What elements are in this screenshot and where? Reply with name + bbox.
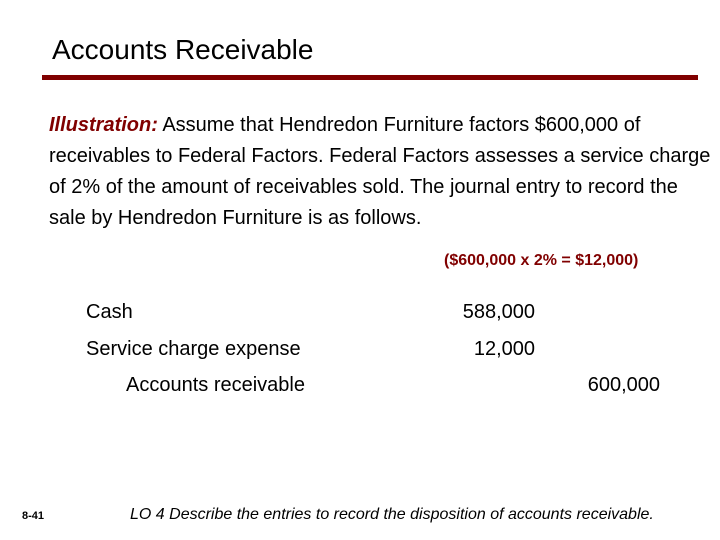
entry-account-service-charge: Service charge expense — [86, 338, 301, 360]
entry-credit-accounts-receivable: 600,000 — [587, 374, 660, 396]
illustration-paragraph — [49, 110, 714, 234]
entry-debit-service-charge: 12,000 — [473, 338, 535, 360]
service-charge-calculation: ($600,000 x 2% = $12,000) — [444, 252, 639, 269]
entry-account-accounts-receivable: Accounts receivable — [126, 374, 305, 396]
slide-number: 8-41 — [22, 510, 45, 522]
entry-debit-cash: 588,000 — [462, 301, 535, 323]
slide-title: Accounts Receivable — [52, 34, 314, 65]
learning-objective: LO 4 Describe the entries to record the disposition of accounts receivable. — [130, 506, 654, 523]
illustration-text: Assume that Hendredon Furniture factors $600,000 of receivables to Federal Factors. Federal Factors assesses a service charge of 2% of the amount of receivables sold. The journal entry to record the sale by Hendredon Furniture is as follows. — [49, 114, 711, 229]
title-divider — [42, 75, 698, 80]
entry-account-cash: Cash — [86, 301, 133, 323]
illustration-label: Illustration: — [49, 114, 158, 136]
